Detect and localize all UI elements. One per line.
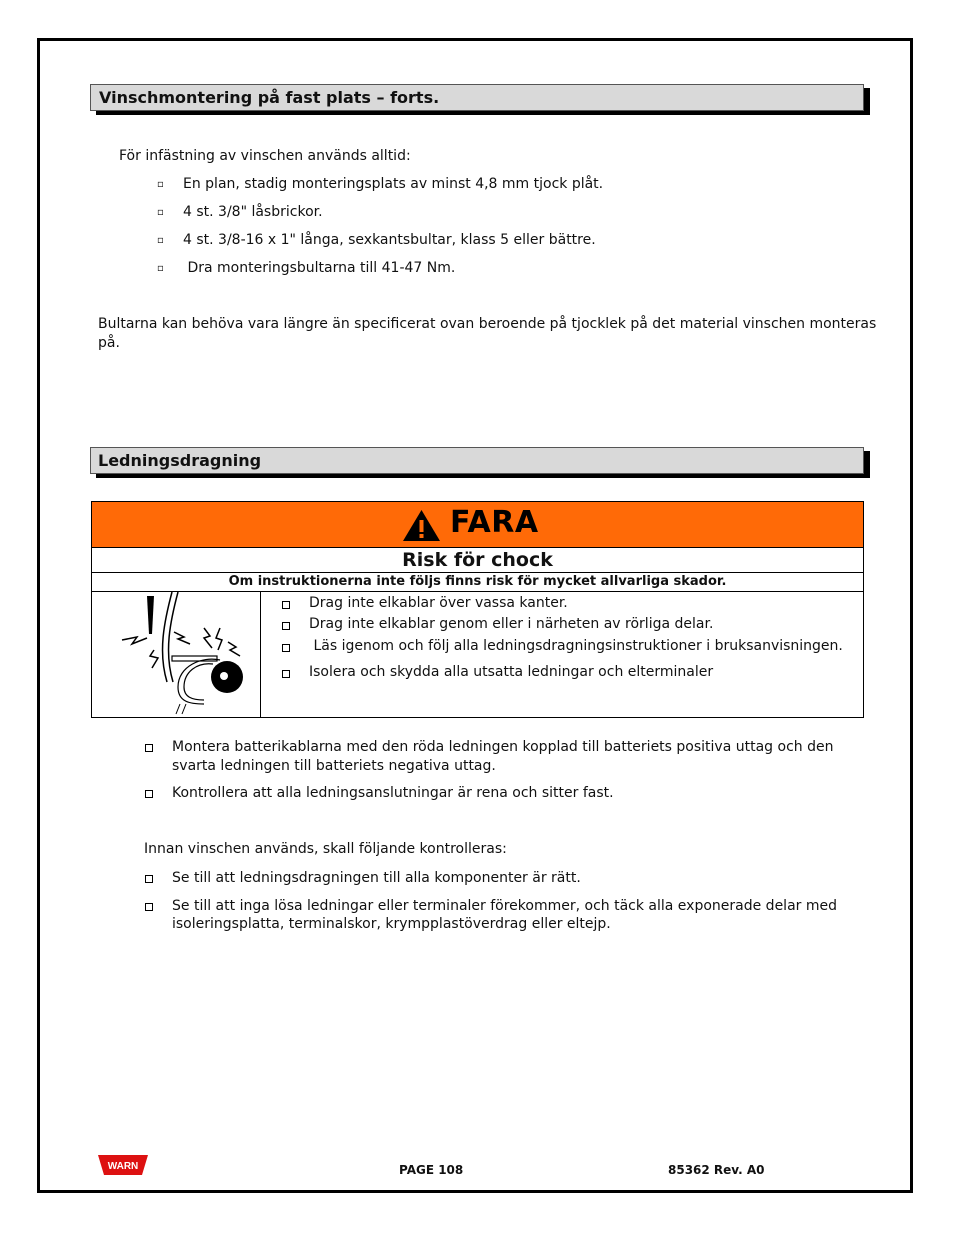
danger-item: Läs igenom och följ alla ledningsdragningsinstruktioner i bruksanvisningen. bbox=[309, 638, 843, 654]
danger-item: Drag inte elkablar genom eller i närheten av rörliga delar. bbox=[309, 616, 714, 632]
warning-triangle-icon bbox=[401, 507, 442, 543]
section-header-mounting bbox=[90, 84, 864, 111]
checkbox-icon bbox=[282, 622, 290, 630]
danger-box bbox=[91, 501, 864, 718]
danger-item: Isolera och skydda alla utsatta ledningar och elterminaler bbox=[309, 664, 714, 680]
warn-logo-text: WARN bbox=[107, 1161, 139, 1172]
checkbox-icon bbox=[282, 601, 290, 609]
check-item: isoleringsplatta, terminalskor, krympplastöverdrag eller eltejp. bbox=[172, 916, 611, 932]
shock-illustration bbox=[92, 592, 261, 717]
checkbox-icon bbox=[145, 790, 153, 798]
electric-shock-icon bbox=[92, 592, 260, 717]
instruction-line: Montera batterikablarna med den röda ledningen kopplad till batteriets positiva uttag och den bbox=[172, 739, 834, 755]
checkbox-icon bbox=[145, 903, 153, 911]
instruction-line: Kontrollera att alla ledningsanslutningar är rena och sitter fast. bbox=[172, 785, 614, 801]
checkbox-icon bbox=[145, 744, 153, 752]
note-line-1: Bultarna kan behöva vara längre än specificerat ovan beroende på tjocklek på det material vinschen monteras bbox=[98, 316, 877, 332]
check-intro: Innan vinschen används, skall följande kontrolleras: bbox=[144, 841, 507, 857]
instruction-line: svarta ledningen till batteriets negativa uttag. bbox=[172, 758, 496, 774]
warn-logo bbox=[98, 1153, 148, 1177]
danger-header bbox=[92, 502, 863, 548]
list-item: 4 st. 3/8-16 x 1" långa, sexkantsbultar, klass 5 eller bättre. bbox=[183, 232, 596, 248]
page-number: PAGE 108 bbox=[399, 1163, 464, 1177]
checkbox-icon bbox=[145, 875, 153, 883]
hazard-title: Risk för chock bbox=[92, 548, 863, 573]
bullet-icon: ▫ bbox=[157, 235, 164, 246]
document-revision: 85362 Rev. A0 bbox=[668, 1163, 765, 1177]
list-item: Dra monteringsbultarna till 41-47 Nm. bbox=[183, 260, 456, 276]
section-header-wiring bbox=[90, 447, 864, 474]
bullet-icon: ▫ bbox=[157, 263, 164, 274]
bullet-icon: ▫ bbox=[157, 207, 164, 218]
section-title: Ledningsdragning bbox=[98, 451, 262, 470]
checkbox-icon bbox=[282, 644, 290, 652]
check-item: Se till att inga lösa ledningar eller terminaler förekommer, och täck alla exponerade delar med bbox=[172, 898, 837, 914]
bullet-icon: ▫ bbox=[157, 179, 164, 190]
signal-word: FARA bbox=[450, 505, 539, 540]
intro-text: För infästning av vinschen används alltid: bbox=[119, 148, 411, 164]
note-line-2: på. bbox=[98, 335, 120, 351]
check-item: Se till att ledningsdragningen till alla komponenter är rätt. bbox=[172, 870, 581, 886]
danger-item: Drag inte elkablar över vassa kanter. bbox=[309, 595, 568, 611]
list-item: En plan, stadig monteringsplats av minst 4,8 mm tjock plåt. bbox=[183, 176, 604, 192]
checkbox-icon bbox=[282, 670, 290, 678]
section-title: Vinschmontering på fast plats – forts. bbox=[99, 88, 440, 107]
consequence-text: Om instruktionerna inte följs finns risk för mycket allvarliga skador. bbox=[92, 573, 863, 592]
list-item: 4 st. 3/8" låsbrickor. bbox=[183, 204, 323, 220]
